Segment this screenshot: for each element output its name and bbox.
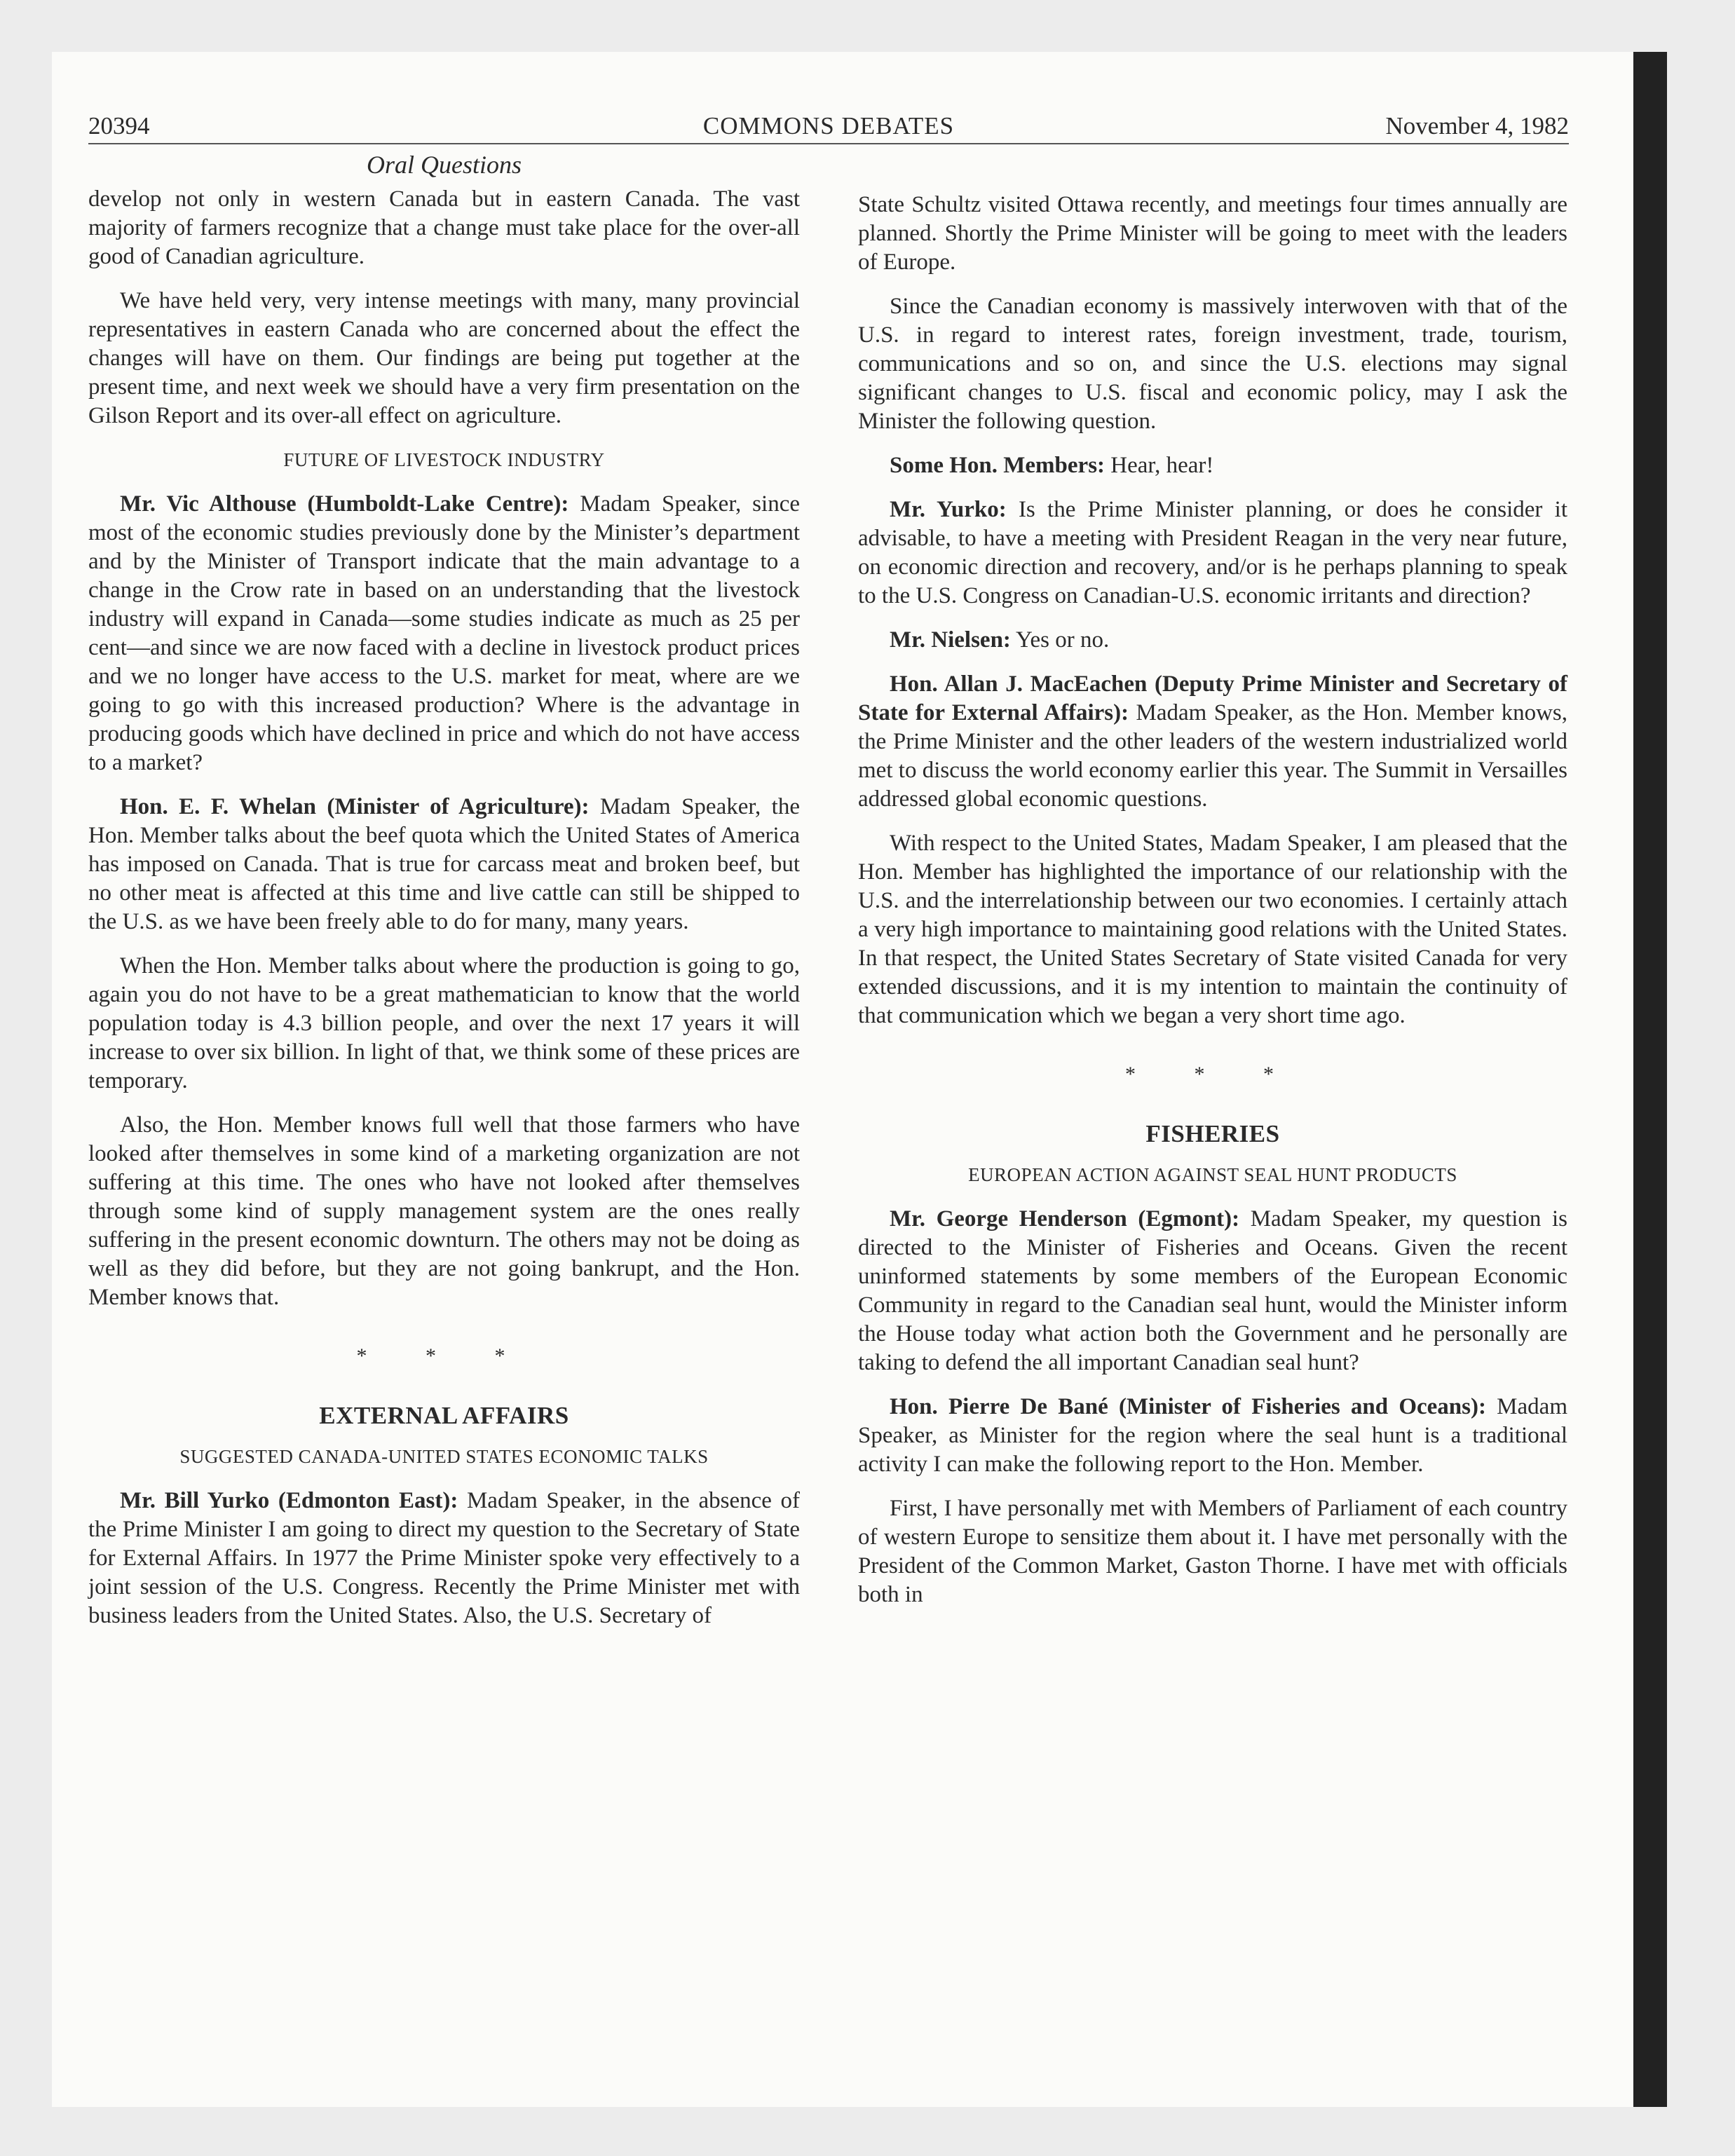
- paragraph: Also, the Hon. Member knows full well that those farmers who have looked after themselves in some kind of a marketing organization are not suffering at this time. The ones who have not looked after themselves through some kind of supply management system are the ones really suffering in the present economic downturn. The others may not be doing as well as they did before, but they are not going bankrupt, and the Hon. Member knows that.: [88, 1112, 800, 1310]
- right-column: [858, 191, 1567, 1625]
- speaker-name: Hon. Pierre De Bané (Minister of Fisheries and Oceans):: [890, 1394, 1486, 1419]
- section-heading: FISHERIES: [1145, 1120, 1280, 1147]
- section-divider: * * *: [356, 1344, 532, 1367]
- page-number: 20394: [88, 112, 150, 139]
- speaker-name: Hon. Allan J. MacEachen (Deputy Prime Minister and Secretary of State for External Affairs):: [858, 671, 1567, 725]
- section-divider: * * *: [1125, 1063, 1300, 1086]
- paragraph: When the Hon. Member talks about where the production is going to go, again you do not have to be a great mathematician to know that the world population today is 4.3 billion people, and over the next 17 years it will increase to over six billion. In light of that, we think some of these prices are temporary.: [88, 953, 800, 1093]
- speech-paragraph: [858, 496, 1567, 610]
- speaker-name: Mr. Bill Yurko (Edmonton East):: [120, 1488, 458, 1513]
- speech-paragraph: [858, 1393, 1567, 1479]
- speech-paragraph: [88, 793, 800, 936]
- speech-paragraph: [858, 1205, 1567, 1377]
- publication-date: November 4, 1982: [1385, 112, 1569, 139]
- paragraph: Since the Canadian economy is massively interwoven with that of the U.S. in regard to interest rates, foreign investment, trade, tourism, communications and so on, and since the U.S. elections may signal significant changes to U.S. fiscal and economic policy, may I ask the Minister the following question.: [858, 294, 1567, 434]
- speech-text: Madam Speaker, as Minister for the region where the seal hunt is a traditional activity I can make the following report to the Hon. Member.: [858, 1394, 1567, 1477]
- speaker-name: Mr. George Henderson (Egmont):: [890, 1206, 1240, 1231]
- speech-text: Yes or no.: [1010, 627, 1110, 653]
- section-label: Oral Questions: [366, 151, 522, 179]
- speech-text: Hear, hear!: [1105, 453, 1214, 478]
- speech-text: Madam Speaker, in the absence of the Prime Minister I am going to direct my question to the Secretary of State for External Affairs. In 1977 the Prime Minister spoke very effectively to a joint session of the U.S. Congress. Recently the Prime Minister met with business leaders from the United States. Also, the U.S. Secretary of: [88, 1488, 800, 1628]
- section-heading: EXTERNAL AFFAIRS: [319, 1402, 569, 1429]
- speech-paragraph: [858, 451, 1567, 480]
- paragraph: First, I have personally met with Members of Parliament of each country of western Europe to sensitize them about it. I have met personally with the President of the Common Market, Gaston Thorne. I have met with officials both in: [858, 1496, 1567, 1607]
- subheading: SUGGESTED CANADA-UNITED STATES ECONOMIC TALKS: [179, 1446, 709, 1467]
- speech-text: Madam Speaker, as the Hon. Member knows, the Prime Minister and the other leaders of the western industrialized world met to discuss the world economy earlier this year. The Summit in Versailles addressed global economic questions.: [858, 700, 1567, 812]
- page-binding-edge: [1633, 52, 1667, 2107]
- speech-text: Is the Prime Minister planning, or does he consider it advisable, to have a meeting with President Reagan in the very near future, on economic direction and recovery, and/or is he perhaps planning to speak to the U.S. Congress on Canadian-U.S. economic irritants and direction?: [858, 497, 1567, 608]
- speaker-name: Hon. E. F. Whelan (Minister of Agriculture):: [120, 794, 590, 819]
- speaker-name: Some Hon. Members:: [890, 453, 1105, 478]
- page-header: [88, 104, 1569, 144]
- speech-paragraph: [88, 490, 800, 777]
- speech-text: Madam Speaker, since most of the economic studies previously done by the Minister’s department and by the Minister of Transport indicate that the main advantage to a change in the Crow rate in based on an understanding that the livestock industry will expand in Canada—some studies indicate as much as 25 per cent—and since we are now faced with a decline in livestock product prices and we no longer have access to the U.S. market for meat, where are we going to go with this increased production? Where is the advantage in producing goods which have declined in price and which do not have access to a market?: [88, 491, 800, 775]
- speech-paragraph: [858, 626, 1567, 655]
- paragraph: develop not only in western Canada but in eastern Canada. The vast majority of farmers recognize that a change must take place for the over-all good of Canadian agriculture.: [88, 186, 800, 269]
- paragraph: State Schultz visited Ottawa recently, and meetings four times annually are planned. Shortly the Prime Minister will be going to meet with the leaders of Europe.: [858, 192, 1567, 275]
- speech-text: Madam Speaker, my question is directed to the Minister of Fisheries and Oceans. Given the recent uninformed statements by some members of the European Economic Community in regard to the Canadian seal hunt, would the Minister inform the House today what action both the Government and he personally are taking to defend the all important Canadian seal hunt?: [858, 1206, 1567, 1375]
- speech-paragraph: [88, 1487, 800, 1630]
- speaker-name: Mr. Vic Althouse (Humboldt-Lake Centre):: [120, 491, 569, 517]
- speaker-name: Mr. Yurko:: [890, 497, 1007, 522]
- left-column: [88, 185, 800, 1646]
- subheading: FUTURE OF LIVESTOCK INDUSTRY: [283, 449, 605, 470]
- paragraph: With respect to the United States, Madam Speaker, I am pleased that the Hon. Member has highlighted the importance of our relationship with the U.S. and the interrelationship between our two economies. I certainly attach a very high importance to maintaining good relations with the United States. In that respect, the United States Secretary of State visited Canada for very extended discussions, and it is my intention to maintain the continuity of that communication which we began a very short time ago.: [858, 831, 1567, 1028]
- speech-paragraph: [858, 670, 1567, 814]
- subheading: EUROPEAN ACTION AGAINST SEAL HUNT PRODUCTS: [968, 1164, 1457, 1185]
- paragraph: We have held very, very intense meetings with many, many provincial representatives in eastern Canada who are concerned about the effect the changes will have on them. Our findings are being put together at the present time, and next week we should have a very firm presentation on the Gilson Report and its over-all effect on agriculture.: [88, 288, 800, 428]
- publication-title: COMMONS DEBATES: [702, 112, 955, 139]
- speech-text: Madam Speaker, the Hon. Member talks about the beef quota which the United States of America has imposed on Canada. That is true for carcass meat and broken beef, but no other meat is affected at this time and live cattle can still be shipped to the U.S. as we have been freely able to do for many, many years.: [88, 794, 800, 934]
- speaker-name: Mr. Nielsen:: [890, 627, 1011, 653]
